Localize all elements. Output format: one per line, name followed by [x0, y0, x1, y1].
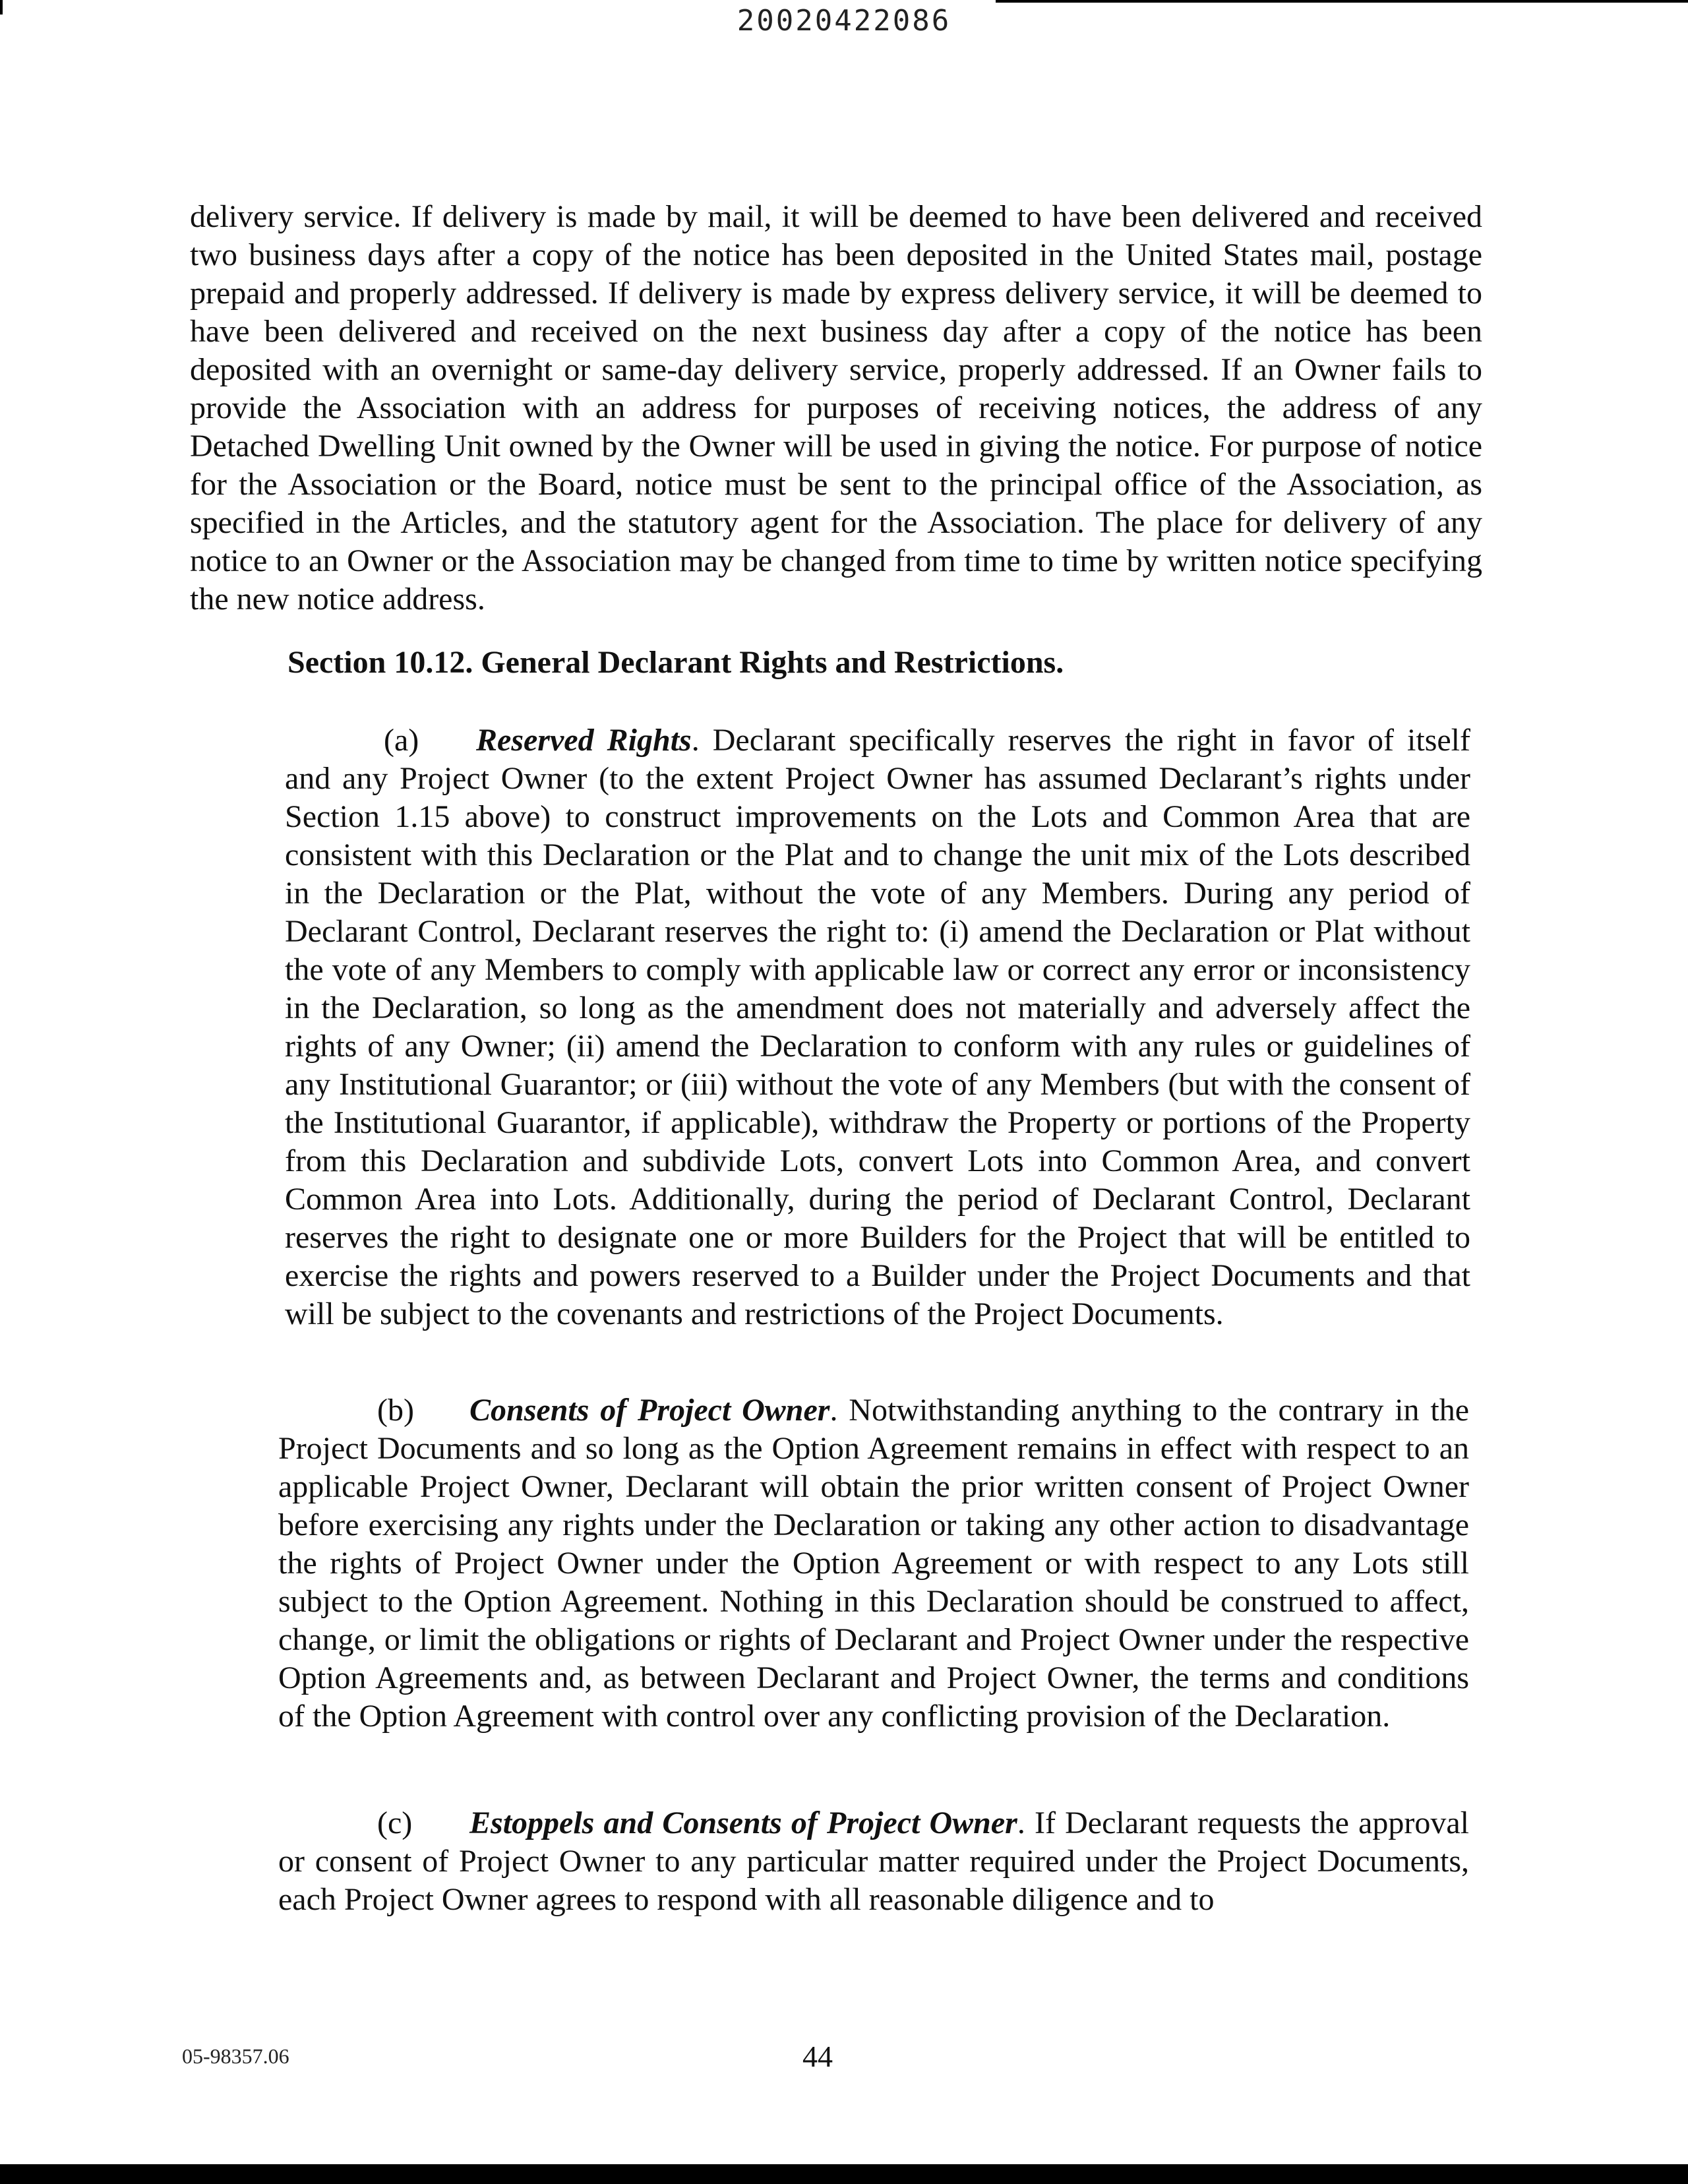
subsection-b-title: Consents of Project Owner: [469, 1393, 830, 1428]
scan-top-rule: [996, 0, 1688, 3]
subsection-c-estoppels: [278, 1804, 1469, 1919]
document-code: 05-98357.06: [182, 2044, 289, 2068]
subsection-a-title: Reserved Rights: [476, 723, 692, 758]
subsection-c-marker: (c): [377, 1805, 413, 1840]
recording-number: 20020422086: [737, 4, 951, 38]
subsection-a-marker: (a): [384, 723, 419, 758]
subsection-a-text: . Declarant specifically reserves the right in favor of itself and any Project Owner (to the extent Project Owner has assumed Declarant’s rights under Section 1.15 above) to construct improvements on the Lots and Common Area that are consistent with this Declaration or the Plat and to change the unit mix of the Lots described in the Declaration or the Plat, without the vote of any Members. During any period of Declarant Control, Declarant reserves the right to: (i) amend the Declaration or Plat without the vote of any Members to comply with applicable law or correct any error or inconsistency in the Declaration, so long as the amendment does not materially and adversely affect the rights of any Owner; (ii) amend the Declaration to conform with any rules or guidelines of any Institutional Guarantor; or (iii) without the vote of any Members (but with the consent of the Institutional Guarantor, if applicable), withdraw the Property or portions of the Property from this Declaration and subdivide Lots, convert Lots into Common Area, and convert Common Area into Lots. Additionally, during the period of Declarant Control, Declarant reserves the right to designate one or more Builders for the Project that will be entitled to exercise the rights and powers reserved to a Builder under the Project Documents and that will be subject to the covenants and restrictions of the Project Documents.: [285, 723, 1470, 1331]
page-number: 44: [802, 2040, 833, 2073]
subsection-b-marker: (b): [377, 1393, 414, 1428]
notice-delivery-paragraph: delivery service. If delivery is made by mail, it will be deemed to have been delivered and received two business days after a copy of the notice has been deposited in the United States mail, postage prepaid and properly addressed. If delivery is made by express delivery service, it will be deemed to have been delivered and received on the next business day after a copy of the notice has been deposited with an overnight or same-day delivery service, properly addressed. If an Owner fails to provide the Association with an address for purposes of receiving notices, the address of any Detached Dwelling Unit owned by the Owner will be used in giving the notice. For purpose of notice for the Association or the Board, notice must be sent to the principal office of the Association, as specified in the Articles, and the statutory agent for the Association. The place for delivery of any notice to an Owner or the Association may be changed from time to time by written notice specifying the new notice address.: [190, 199, 1482, 617]
subsection-b-text: . Notwithstanding anything to the contrary in the Project Documents and so long as the Option Agreement remains in effect with respect to an applicable Project Owner, Declarant will obtain the prior written consent of Project Owner before exercising any rights under the Declaration or taking any other action to disadvantage the rights of Project Owner under the Option Agreement or with respect to any Lots still subject to the Option Agreement. Nothing in this Declaration should be construed to affect, change, or limit the obligations or rights of Declarant and Project Owner under the respective Option Agreements and, as between Declarant and Project Owner, the terms and conditions of the Option Agreement with control over any conflicting provision of the Declaration.: [278, 1393, 1469, 1734]
subsection-c-text: . If Declarant requests the approval or consent of Project Owner to any particular matter required under the Project Documents, each Project Owner agrees to respond with all reasonable diligence and to: [278, 1805, 1470, 1917]
subsection-c-title: Estoppels and Consents of Project Owner: [469, 1805, 1017, 1840]
subsection-b-consents: [278, 1391, 1469, 1736]
scan-bottom-bar: [0, 2164, 1688, 2184]
subsection-a-reserved-rights: [285, 721, 1470, 1333]
section-heading: Section 10.12. General Declarant Rights and Restrictions.: [287, 645, 1064, 680]
